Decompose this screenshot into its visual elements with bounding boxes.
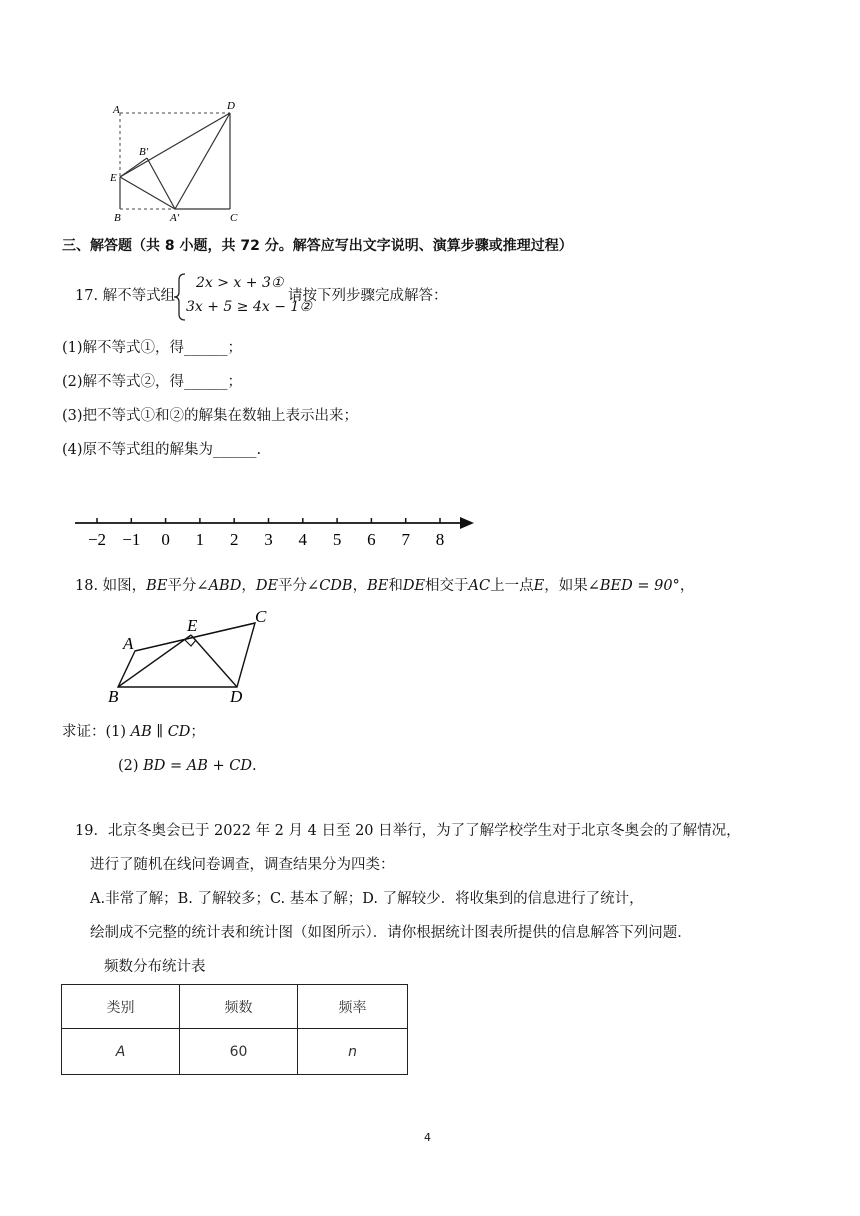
tick-label: −1 xyxy=(122,530,141,549)
proof-label: 求证： xyxy=(62,724,106,740)
header-cell: 频数 xyxy=(180,985,298,1029)
table-cell: n xyxy=(298,1029,408,1075)
q17-inequality-1: 2x > x + 3① xyxy=(196,275,284,291)
q18-seg: ∠CDB xyxy=(307,578,353,594)
q17-prefix: 17. 解不等式组 xyxy=(75,288,176,304)
proof-end: . xyxy=(252,758,257,774)
q18-seg: DE xyxy=(402,578,426,594)
label-D: D xyxy=(227,100,235,112)
rectangle-fold-figure xyxy=(100,95,260,225)
quadrilateral-figure xyxy=(105,605,280,705)
label-C: C xyxy=(255,607,267,626)
q18-seg: ∠BED = 90° xyxy=(587,578,680,594)
q18-seg: AC xyxy=(468,578,491,594)
q18-proof-2 xyxy=(118,758,257,775)
label-B-prime: B′ xyxy=(139,146,149,158)
proof-end: ； xyxy=(190,724,205,740)
q18-seg: 和 xyxy=(388,578,403,594)
q18-seg: 18. 如图， xyxy=(75,578,147,594)
proof-statement: BD = AB + CD xyxy=(143,758,253,774)
section-heading: 三、解答题（共 8 小题，共 72 分。解答应写出文字说明、演算步骤或推理过程） xyxy=(62,238,573,254)
q18-proof-1 xyxy=(62,724,205,741)
tick-label: 4 xyxy=(298,530,308,549)
tick-label: 0 xyxy=(161,530,170,549)
label-A-prime: A′ xyxy=(170,212,180,224)
q18-seg: ， xyxy=(679,578,695,594)
tick-label: 7 xyxy=(401,530,410,549)
q19-line-1: 19．北京冬奥会已于 2022 年 2 月 4 日至 20 日举行，为了了解学校学生对于北京冬奥会的了解情况， xyxy=(75,823,741,839)
tick-label: 3 xyxy=(264,530,273,549)
tick-label: 5 xyxy=(332,530,342,549)
proof-num: (2) xyxy=(118,758,139,774)
q18-seg: ， xyxy=(241,578,256,594)
system-brace xyxy=(173,272,187,322)
tick-label: 1 xyxy=(195,530,205,549)
q18-seg: 相交于 xyxy=(425,578,469,594)
page-number: 4 xyxy=(424,1131,431,1144)
frequency-table xyxy=(61,984,408,1075)
proof-statement: AB ∥ CD xyxy=(130,724,191,740)
q18-seg: 平分 xyxy=(278,578,308,594)
label-A: A xyxy=(123,634,134,653)
q18-seg: BE xyxy=(146,578,168,594)
q18-seg: 上一点 xyxy=(490,578,534,594)
label-C: C xyxy=(230,212,238,224)
table-cell: 60 xyxy=(180,1029,298,1075)
number-line xyxy=(70,510,480,555)
tick-label: 8 xyxy=(435,530,445,549)
q19-line-4: 绘制成不完整的统计表和统计图（如图所示）．请你根据统计图表所提供的信息解答下列问题． xyxy=(90,925,692,941)
q17-inequality-2: 3x + 5 ≥ 4x − 1② xyxy=(186,299,312,315)
table-row xyxy=(62,1029,408,1075)
q18-statement xyxy=(75,578,694,595)
q18-seg: ， xyxy=(352,578,368,594)
table-header-row xyxy=(62,985,408,1029)
header-cell: 类别 xyxy=(62,985,180,1029)
q19-line-2: 进行了随机在线问卷调查，调查结果分为四类： xyxy=(90,857,395,873)
label-E: E xyxy=(187,616,198,635)
q18-seg: 平分 xyxy=(167,578,197,594)
q17-step-4: (4)原不等式组的解集为______. xyxy=(62,442,262,458)
q17-step-1: (1)解不等式①，得______； xyxy=(62,340,243,356)
table-cell: A xyxy=(62,1029,180,1075)
q19-line-3: A.非常了解；B. 了解较多；C. 基本了解；D. 了解较少．将收集到的信息进行了统计， xyxy=(90,891,644,907)
proof-num: (1) xyxy=(105,724,127,740)
label-A: A xyxy=(113,104,120,116)
q18-seg: BE xyxy=(367,578,389,594)
label-B: B xyxy=(114,212,121,224)
label-B: B xyxy=(108,687,119,705)
tick-label: −2 xyxy=(87,530,107,549)
q17-step-3: (3)把不等式①和②的解集在数轴上表示出来； xyxy=(62,408,359,424)
q18-seg: E xyxy=(533,578,545,594)
q19-table-title: 频数分布统计表 xyxy=(104,959,206,975)
label-E: E xyxy=(110,172,117,184)
tick-label: 2 xyxy=(229,530,239,549)
q18-seg: DE xyxy=(255,578,279,594)
label-D: D xyxy=(230,687,243,705)
q17-step-2: (2)解不等式②，得______； xyxy=(62,374,243,390)
q17-suffix: 请按下列步骤完成解答： xyxy=(288,288,448,304)
tick-label: 6 xyxy=(367,530,376,549)
header-cell: 频率 xyxy=(298,985,408,1029)
q18-seg: ∠ABD xyxy=(196,578,242,594)
q18-seg: ，如果 xyxy=(544,578,588,594)
